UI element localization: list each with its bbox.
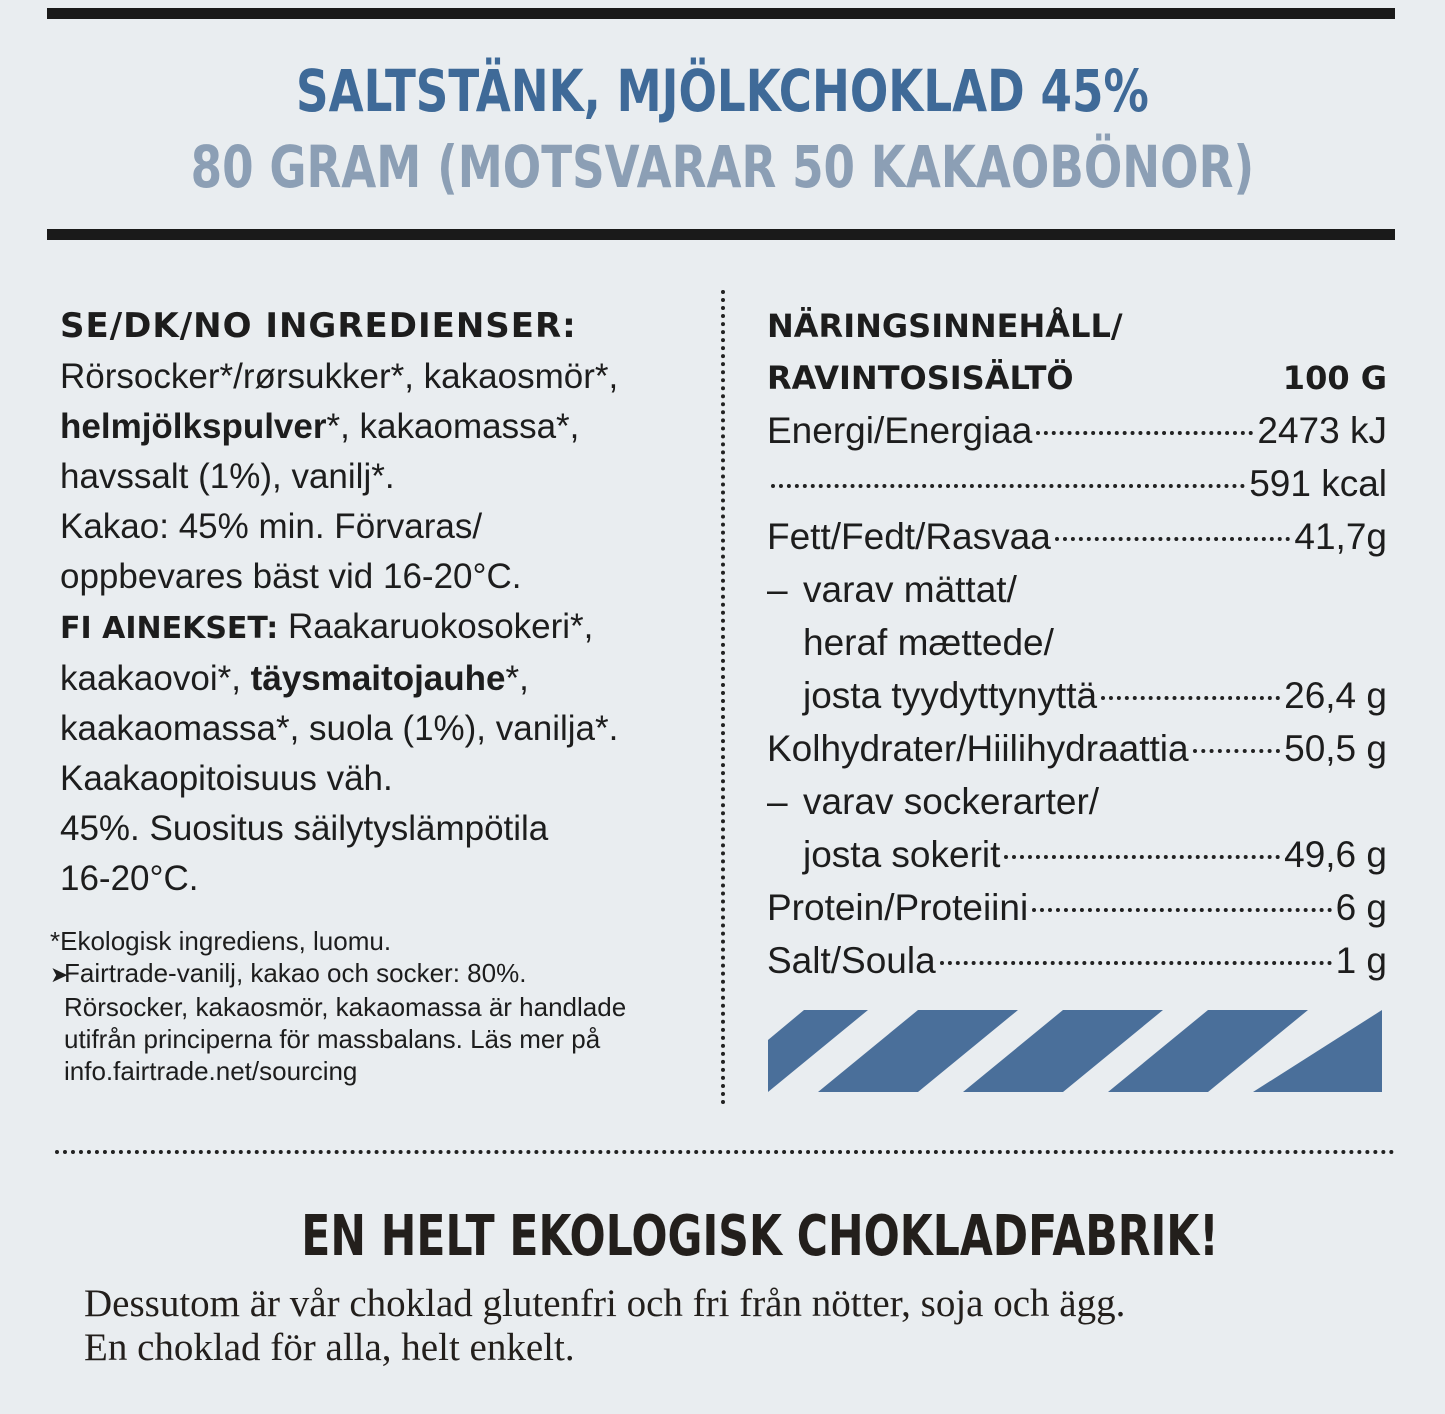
- header-rule: [47, 229, 1395, 240]
- ingredients-line: kaakaomassa*, suola (1%), vanilja*.: [60, 709, 619, 748]
- nutrition-row: [767, 881, 1387, 934]
- nutrient-label: [767, 563, 1017, 616]
- nutrient-label-text: varav mättat/: [803, 569, 1017, 610]
- ingredients-section: [60, 300, 710, 904]
- nutrient-value: 2473 kJ: [1257, 410, 1387, 451]
- footnote: Rörsocker, kakaosmör, kakaomassa är handlade: [64, 992, 627, 1022]
- nutrition-row: [767, 669, 1387, 722]
- top-rule: [47, 8, 1395, 19]
- nutrition-heading: RAVINTOSISÄLTÖ: [767, 359, 1074, 397]
- dash-mark: –: [767, 569, 788, 610]
- nutrient-label: Energi/Energiaa: [767, 410, 1033, 451]
- ingredients-line: 45%. Suositus säilytyslämpötila: [60, 809, 549, 848]
- nutrition-heading-row: [767, 352, 1387, 404]
- footnote: *Ekologisk ingrediens, luomu.: [50, 926, 392, 956]
- nutrient-value: 591 kcal: [1249, 463, 1387, 504]
- nutrient-label: Salt/Soula: [767, 940, 936, 981]
- arrow-icon: ➤: [50, 962, 69, 987]
- footnote: info.fairtrade.net/sourcing: [64, 1056, 358, 1086]
- leader-dots: [1004, 855, 1280, 859]
- nutrition-row: [767, 775, 1387, 828]
- nutrition-row: [767, 934, 1387, 987]
- ingredients-line: 16-20°C.: [60, 859, 199, 898]
- leader-dots: [1036, 431, 1253, 435]
- ingredients-heading: SE/DK/NO INGREDIENSER:: [60, 306, 577, 346]
- leader-dots: [1055, 537, 1291, 541]
- ingredients-line: Kaakaopitoisuus väh.: [60, 759, 393, 798]
- nutrient-label: heraf mættede/: [803, 622, 1054, 663]
- leader-dots: [1101, 696, 1280, 700]
- product-title: SALTSTÄNK, MJÖLKCHOKLAD 45%: [296, 57, 1149, 125]
- fi-heading: FI AINEKSET:: [60, 611, 279, 646]
- ingredient-text: *,: [505, 659, 529, 698]
- leader-dots: [940, 961, 1332, 965]
- nutrient-label: josta tyydyttynyttä: [803, 675, 1098, 716]
- ingredients-line: Rörsocker*/rørsukker*, kakaosmör*,: [60, 357, 619, 396]
- tagline: [84, 1282, 1414, 1370]
- footnote: utifrån principerna för massbalans. Läs mer på: [64, 1024, 601, 1054]
- nutrition-heading: NÄRINGSINNEHÅLL/: [767, 307, 1123, 345]
- leader-dots: [1193, 749, 1281, 753]
- product-weight: 80 GRAM (MOTSVARAR 50 KAKAOBÖNOR): [190, 133, 1255, 201]
- nutrition-row: [767, 563, 1387, 616]
- decorative-stripes: [768, 1010, 1384, 1092]
- ingredients-line: [60, 602, 710, 654]
- slogan: EN HELT EKOLOGISK CHOKLADFABRIK!: [301, 1204, 1219, 1269]
- nutrient-label: [767, 775, 1099, 828]
- nutrient-label-text: varav sockerarter/: [803, 781, 1100, 822]
- nutrient-value: 49,6 g: [1284, 834, 1387, 875]
- nutrition-row: [767, 828, 1387, 881]
- footnotes: [50, 925, 710, 1087]
- nutrition-row: [767, 722, 1387, 775]
- ingredients-line: [60, 654, 710, 704]
- footnote: [50, 957, 710, 991]
- ingredients-line: [60, 402, 710, 452]
- ingredient-text: Raakaruokosokeri*,: [278, 607, 594, 646]
- leader-dots: [1032, 908, 1331, 912]
- nutrient-label: josta sokerit: [803, 834, 1001, 875]
- ingredient-text: kaakaovoi*,: [60, 659, 251, 698]
- tagline-line: Dessutom är vår choklad glutenfri och fri från nötter, soja och ägg.: [84, 1282, 1126, 1325]
- ingredients-line: havssalt (1%), vanilj*.: [60, 457, 395, 496]
- ingredients-line: Kakao: 45% min. Förvaras/: [60, 507, 483, 546]
- nutrient-label: Fett/Fedt/Rasvaa: [767, 516, 1051, 557]
- nutrient-value: 41,7g: [1294, 516, 1387, 557]
- tagline-line: En choklad för alla, helt enkelt.: [84, 1326, 575, 1369]
- leader-dots: [771, 484, 1245, 488]
- nutrient-label: Kolhydrater/Hiilihydraattia: [767, 728, 1189, 769]
- footnote-text: Fairtrade-vanilj, kakao och socker: 80%.: [64, 958, 527, 988]
- per-amount: 100 G: [1282, 359, 1387, 397]
- ingredient-text: *, kakaomassa*,: [326, 407, 580, 446]
- ingredient-bold: täysmaitojauhe: [250, 659, 506, 698]
- nutrition-row: [767, 404, 1387, 457]
- nutrient-value: 26,4 g: [1284, 675, 1387, 716]
- section-divider: [55, 1150, 1395, 1154]
- nutrient-value: 6 g: [1335, 887, 1387, 928]
- ingredients-line: oppbevares bäst vid 16-20°C.: [60, 557, 522, 596]
- nutrition-section: [767, 300, 1387, 987]
- dash-mark: –: [767, 781, 788, 822]
- nutrition-row: [767, 510, 1387, 563]
- nutrition-row: [767, 616, 1387, 669]
- nutrient-label: Protein/Proteiini: [767, 887, 1029, 928]
- column-divider: [721, 290, 725, 1105]
- nutrient-value: 1 g: [1335, 940, 1387, 981]
- ingredient-bold: helmjölkspulver: [60, 407, 327, 446]
- nutrition-row: [767, 457, 1387, 510]
- nutrient-value: 50,5 g: [1284, 728, 1387, 769]
